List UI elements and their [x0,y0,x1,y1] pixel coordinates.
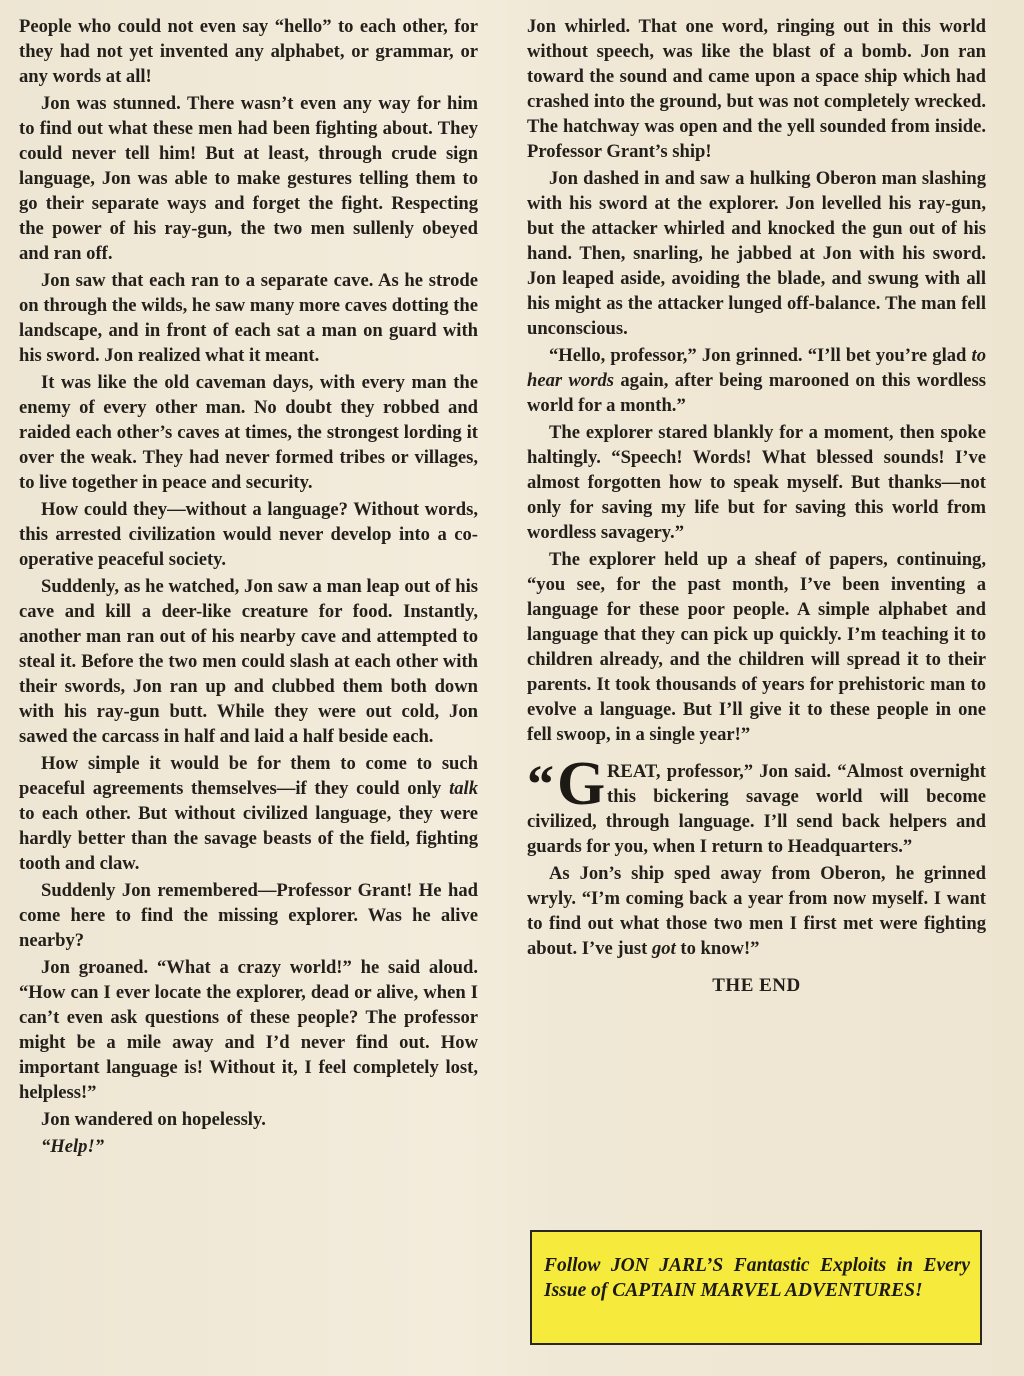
the-end-label: THE END [712,975,801,996]
story-column-right [527,14,986,997]
story-paragraph: “Help!” [41,1136,105,1157]
story-column-left [19,14,478,1159]
story-paragraph: Jon dashed in and saw a hulking Oberon man slashing with his sword at the explorer. Jon levelled his ray-gun, but the attacker whirled and knocked the gun out of his hand. Then, snarling, he jabbed at Jon with his sword. Jon leaped aside, avoiding the blade, and swung with all his might as the attacker lunged off-balance. The man fell unconscious. [527,168,986,339]
story-paragraph: As Jon’s ship sped away from Oberon, he grinned wryly. “I’m coming back a year from now myself. I want to find out what those two men I first met were fighting about. I’ve just got to know!” [527,863,986,959]
dropcap-paragraph [527,750,986,859]
story-paragraph: Jon whirled. That one word, ringing out in this world without speech, was like the blast of a bomb. Jon ran toward the sound and came upon a space ship which had crashed into the ground, but was not completely wrecked. The hatchway was open and the yell sounded from inside. Professor Grant’s ship! [527,16,986,162]
story-paragraph: It was like the old caveman days, with every man the enemy of every other man. No doubt they robbed and raided each other’s caves at times, the strongest lording it over the weak. They had never formed tribes or villages, to live together in peace and security. [19,372,478,493]
promo-text: Follow JON JARL’S Fantastic Exploits in Every Issue of CAPTAIN MARVEL ADVENTURES! [544,1255,970,1301]
story-paragraph: Jon saw that each ran to a separate cave. As he strode on through the wilds, he saw many more caves dotting the landscape, and in front of each sat a man on guard with his sword. Jon realized what it meant. [19,270,478,366]
story-paragraph: The explorer stared blankly for a moment, then spoke haltingly. “Speech! Words! What blessed sounds! I’ve almost forgotten how to speak myself. But thanks—not only for saving my life but for saving this world from wordless savagery.” [527,422,986,543]
story-paragraph: The explorer held up a sheaf of papers, continuing, “you see, for the past month, I’ve been inventing a language for these poor people. A simple alphabet and language that they can pick up quickly. I’m teaching it to children already, and the children will spread it to their parents. It took thousands of years for prehistoric man to evolve a language. But I’ll give it to these people in one fell swoop, in a single year!” [527,549,986,745]
story-paragraph: How simple it would be for them to come to such peaceful agreements themselves—if they could only talk to each other. But without civilized language, they were hardly better than the savage beasts of the field, fighting tooth and claw. [19,753,478,874]
story-paragraph: REAT, professor,” Jon said. “Almost overnight this bickering savage world will become civilized, through language. I’ll send back helpers and guards for you, when I return to Headquarters.” [527,761,986,857]
story-paragraph: Jon wandered on hopelessly. [41,1109,266,1130]
story-paragraph: “Hello, professor,” Jon grinned. “I’ll bet you’re glad to hear words again, after being marooned on this wordless world for a month.” [527,345,986,416]
promo-box [530,1230,982,1345]
story-paragraph: Jon was stunned. There wasn’t even any way for him to find out what these men had been fighting about. They could never tell him! But at least, through crude sign language, Jon was able to make gestures telling them to go their separate ways and forget the fight. Respecting the power of his ray-gun, the two men sullenly obeyed and ran off. [19,93,478,264]
story-paragraph: People who could not even say “hello” to each other, for they had not yet invented any alphabet, or grammar, or any words at all! [19,16,478,87]
story-paragraph: Jon groaned. “What a crazy world!” he said aloud. “How can I ever locate the explorer, dead or alive, when I can’t even ask questions of these people? The professor might be a mile away and I’d never find out. How important language is! Without it, I feel completely lost, helpless!” [19,957,478,1103]
dropcap-quote-mark: “ [527,754,554,814]
dropcap-letter: G [557,750,606,818]
story-paragraph: Suddenly Jon remembered—Professor Grant! He had come here to find the missing explorer. Was he alive nearby? [19,880,478,951]
story-paragraph: How could they—without a language? Without words, this arrested civilization would never develop into a co-operative peaceful society. [19,499,478,570]
story-paragraph: Suddenly, as he watched, Jon saw a man leap out of his cave and kill a deer-like creature for food. Instantly, another man ran out of his nearby cave and attempted to steal it. Before the two men could slash at each other with their swords, Jon ran up and clubbed them both down with his ray-gun butt. While they were out cold, Jon sawed the carcass in half and laid a half beside each. [19,576,478,747]
dropcap [527,750,606,818]
